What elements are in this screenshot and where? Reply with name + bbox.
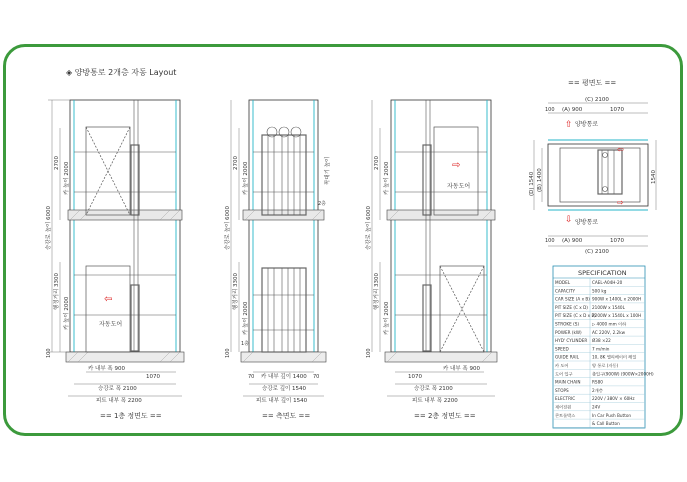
spec-key: HYD' CYLINDER	[555, 338, 588, 344]
shaft-top-dim: 꼭대기 높이	[325, 156, 331, 185]
spec-value: 24V	[592, 404, 601, 410]
spec-value: 출입구(900W) (900W×2000H)	[592, 371, 654, 377]
spec-key: 콘트롤박스	[555, 412, 576, 418]
car-height-dim-3: 카 높이 2000	[384, 161, 390, 195]
plan-door-arrow-icon-2: ⇨	[617, 198, 624, 207]
spec-value: 양 통로 (자동)	[592, 363, 619, 368]
spec-key: CAPACITY	[555, 288, 576, 294]
arrow-icon-2: ⇨	[452, 160, 461, 171]
spec-key: STROKE (S)	[555, 321, 580, 327]
pit-slab	[66, 352, 184, 362]
shaft-outline	[70, 100, 180, 352]
side-2700-dim: 2700	[233, 156, 239, 170]
spec-value: & Call Button	[592, 421, 620, 427]
side-stroke-dim: 행정거리 3300	[233, 273, 239, 310]
plan-passage-bottom: 양방통로	[575, 219, 599, 226]
side-70b-dim: 70	[313, 374, 320, 380]
drawing-title: ◈ 양방통로 2개층 자동 Layout	[66, 68, 177, 77]
door-height-dim: 2700	[54, 156, 60, 170]
car-depth-dim: 카 내부 깊이 1400	[261, 374, 307, 380]
shaft-height-dim: 승강로 높이 6000	[46, 205, 52, 250]
auto-door-label-2: 자동도어	[447, 183, 471, 190]
stroke-dim-2: 행정거리 3300	[374, 273, 380, 310]
side-shaft-height-dim: 승강로 높이 6000	[225, 205, 231, 250]
plan-right-dim: 1540	[651, 170, 657, 184]
spec-key: PIT SIZE (C x D)	[555, 304, 588, 310]
spec-value: 2200W x 1540L x 100H	[592, 313, 642, 319]
shaft-height-dim-2: 승강로 높이 6000	[366, 205, 372, 250]
spec-value: 2100W x 1540L	[592, 304, 625, 310]
shaft-width-dim: 승강로 폭 2100	[98, 386, 137, 392]
side-1f-label: 1층	[241, 341, 250, 347]
spec-key: GUIDE RAIL	[555, 354, 579, 360]
spec-key: 제어전원	[555, 404, 572, 410]
shaft-width-dim-2: 승강로 폭 2100	[414, 386, 453, 392]
dim-1070: 1070	[146, 374, 160, 380]
spec-key: MODEL	[555, 280, 571, 285]
plan-view	[529, 78, 657, 255]
spec-key: STOPS	[555, 387, 569, 393]
car-width-dim: 카 내부 폭 900	[88, 366, 125, 372]
spec-value: 7 m/min	[592, 346, 610, 352]
plan-bottom-a-dim: (A) 900	[562, 238, 583, 244]
specification-table	[553, 266, 654, 428]
spec-value: 10, 8K 엘리베이터 레일	[592, 354, 637, 360]
pit-width-dim: 피트 내부 폭 2200	[96, 398, 142, 404]
spec-key: ELECTRIC	[555, 396, 576, 402]
plan-passage-top: 양방통로	[575, 121, 599, 128]
lower-door	[86, 266, 130, 352]
pit-width-dim-2: 피트 내부 폭 2200	[412, 398, 458, 404]
dim-1070-2: 1070	[408, 374, 422, 380]
spec-value: RS80	[592, 379, 603, 385]
side-shaft-outline	[249, 100, 318, 352]
spec-title: SPECIFICATION	[578, 269, 627, 277]
plan-caption: == 평면도 ==	[568, 79, 617, 87]
spec-value: AC 220V, 2.2kw	[592, 329, 626, 335]
pit-dim-2: 100	[366, 348, 372, 358]
spec-key: POWER (kW)	[555, 329, 582, 335]
spec-value: ▷ 4000 mm 이하	[592, 321, 627, 327]
floor2-caption: == 2층 정면도 ==	[414, 412, 476, 420]
up-arrow-icon: ⇧	[565, 120, 573, 130]
spec-value: Ø38 ×22	[592, 338, 611, 344]
front-view-floor1	[44, 100, 184, 420]
front-view-floor2	[364, 100, 497, 420]
arrow-icon: ⇦	[104, 294, 113, 305]
plan-top-right-dim: 1070	[610, 107, 624, 113]
side-2f-label: 2층	[318, 201, 327, 207]
shaft-depth-dim: 승강로 깊이 1540	[262, 386, 307, 392]
spec-value: In Car Push Button	[592, 412, 632, 418]
plan-left-d-dim: (D) 1540	[529, 171, 535, 196]
shaft-outline-2	[391, 100, 491, 352]
plan-top-a-dim: (A) 900	[562, 107, 583, 113]
pit-depth-dim: 피트 내부 깊이 1540	[256, 398, 308, 404]
plan-bottom-c-dim: (C) 2100	[585, 249, 609, 255]
spec-key: MAIN CHAIN	[555, 379, 581, 385]
spec-value: 900W x 1400L x 2000H	[592, 296, 642, 302]
spec-key: 도어 입구	[555, 371, 573, 377]
side-70-dim: 70	[248, 374, 255, 380]
side-pit-dim: 100	[225, 348, 231, 358]
side-car-height-dim: 카 높이 2000	[243, 161, 249, 195]
spec-value: 220V / 380V × 60Hz	[592, 396, 635, 402]
upper-door-2	[434, 127, 478, 215]
side-car-height-dim-2: 카 높이 2000	[243, 301, 249, 335]
car-height-dim: 카 높이 2000	[64, 161, 70, 195]
spec-value: CAEL-A04H-20	[592, 280, 623, 285]
car-width-dim-2: 카 내부 폭 900	[443, 366, 480, 372]
plan-left-b-dim: (B) 1400	[537, 168, 543, 192]
stroke-dim: 행정거리 3300	[54, 273, 60, 310]
car-height-dim-2: 카 높이 2000	[64, 296, 70, 330]
plan-top-c-dim: (C) 2100	[585, 97, 609, 103]
plan-bottom-right-dim: 1070	[610, 238, 624, 244]
spec-key: 카 도어	[555, 363, 569, 368]
spec-key: PIT SIZE (C x D x P)	[555, 313, 596, 319]
plan-bottom-left-dim: 100	[545, 238, 555, 244]
pit-dim: 100	[46, 348, 52, 358]
auto-door-label: 자동도어	[99, 321, 123, 328]
spec-key: SPEED	[555, 346, 569, 352]
plan-top-left-dim: 100	[545, 107, 555, 113]
side-view	[223, 100, 331, 420]
spec-value: 2개층	[592, 387, 603, 393]
plan-door-arrow-icon: ⇦	[617, 145, 624, 154]
car-height-dim-4: 카 높이 2000	[384, 301, 390, 335]
upper-car-cage	[262, 135, 306, 215]
side-caption: == 측면도 ==	[262, 412, 311, 420]
down-arrow-icon: ⇩	[565, 215, 573, 225]
lower-car-cage	[262, 268, 306, 352]
spec-key: CAR SIZE (A x B)	[555, 296, 590, 302]
dim-2700-2: 2700	[374, 156, 380, 170]
spec-value: 500 kg	[592, 288, 607, 294]
floor1-caption: == 1층 정면도 ==	[100, 412, 162, 420]
